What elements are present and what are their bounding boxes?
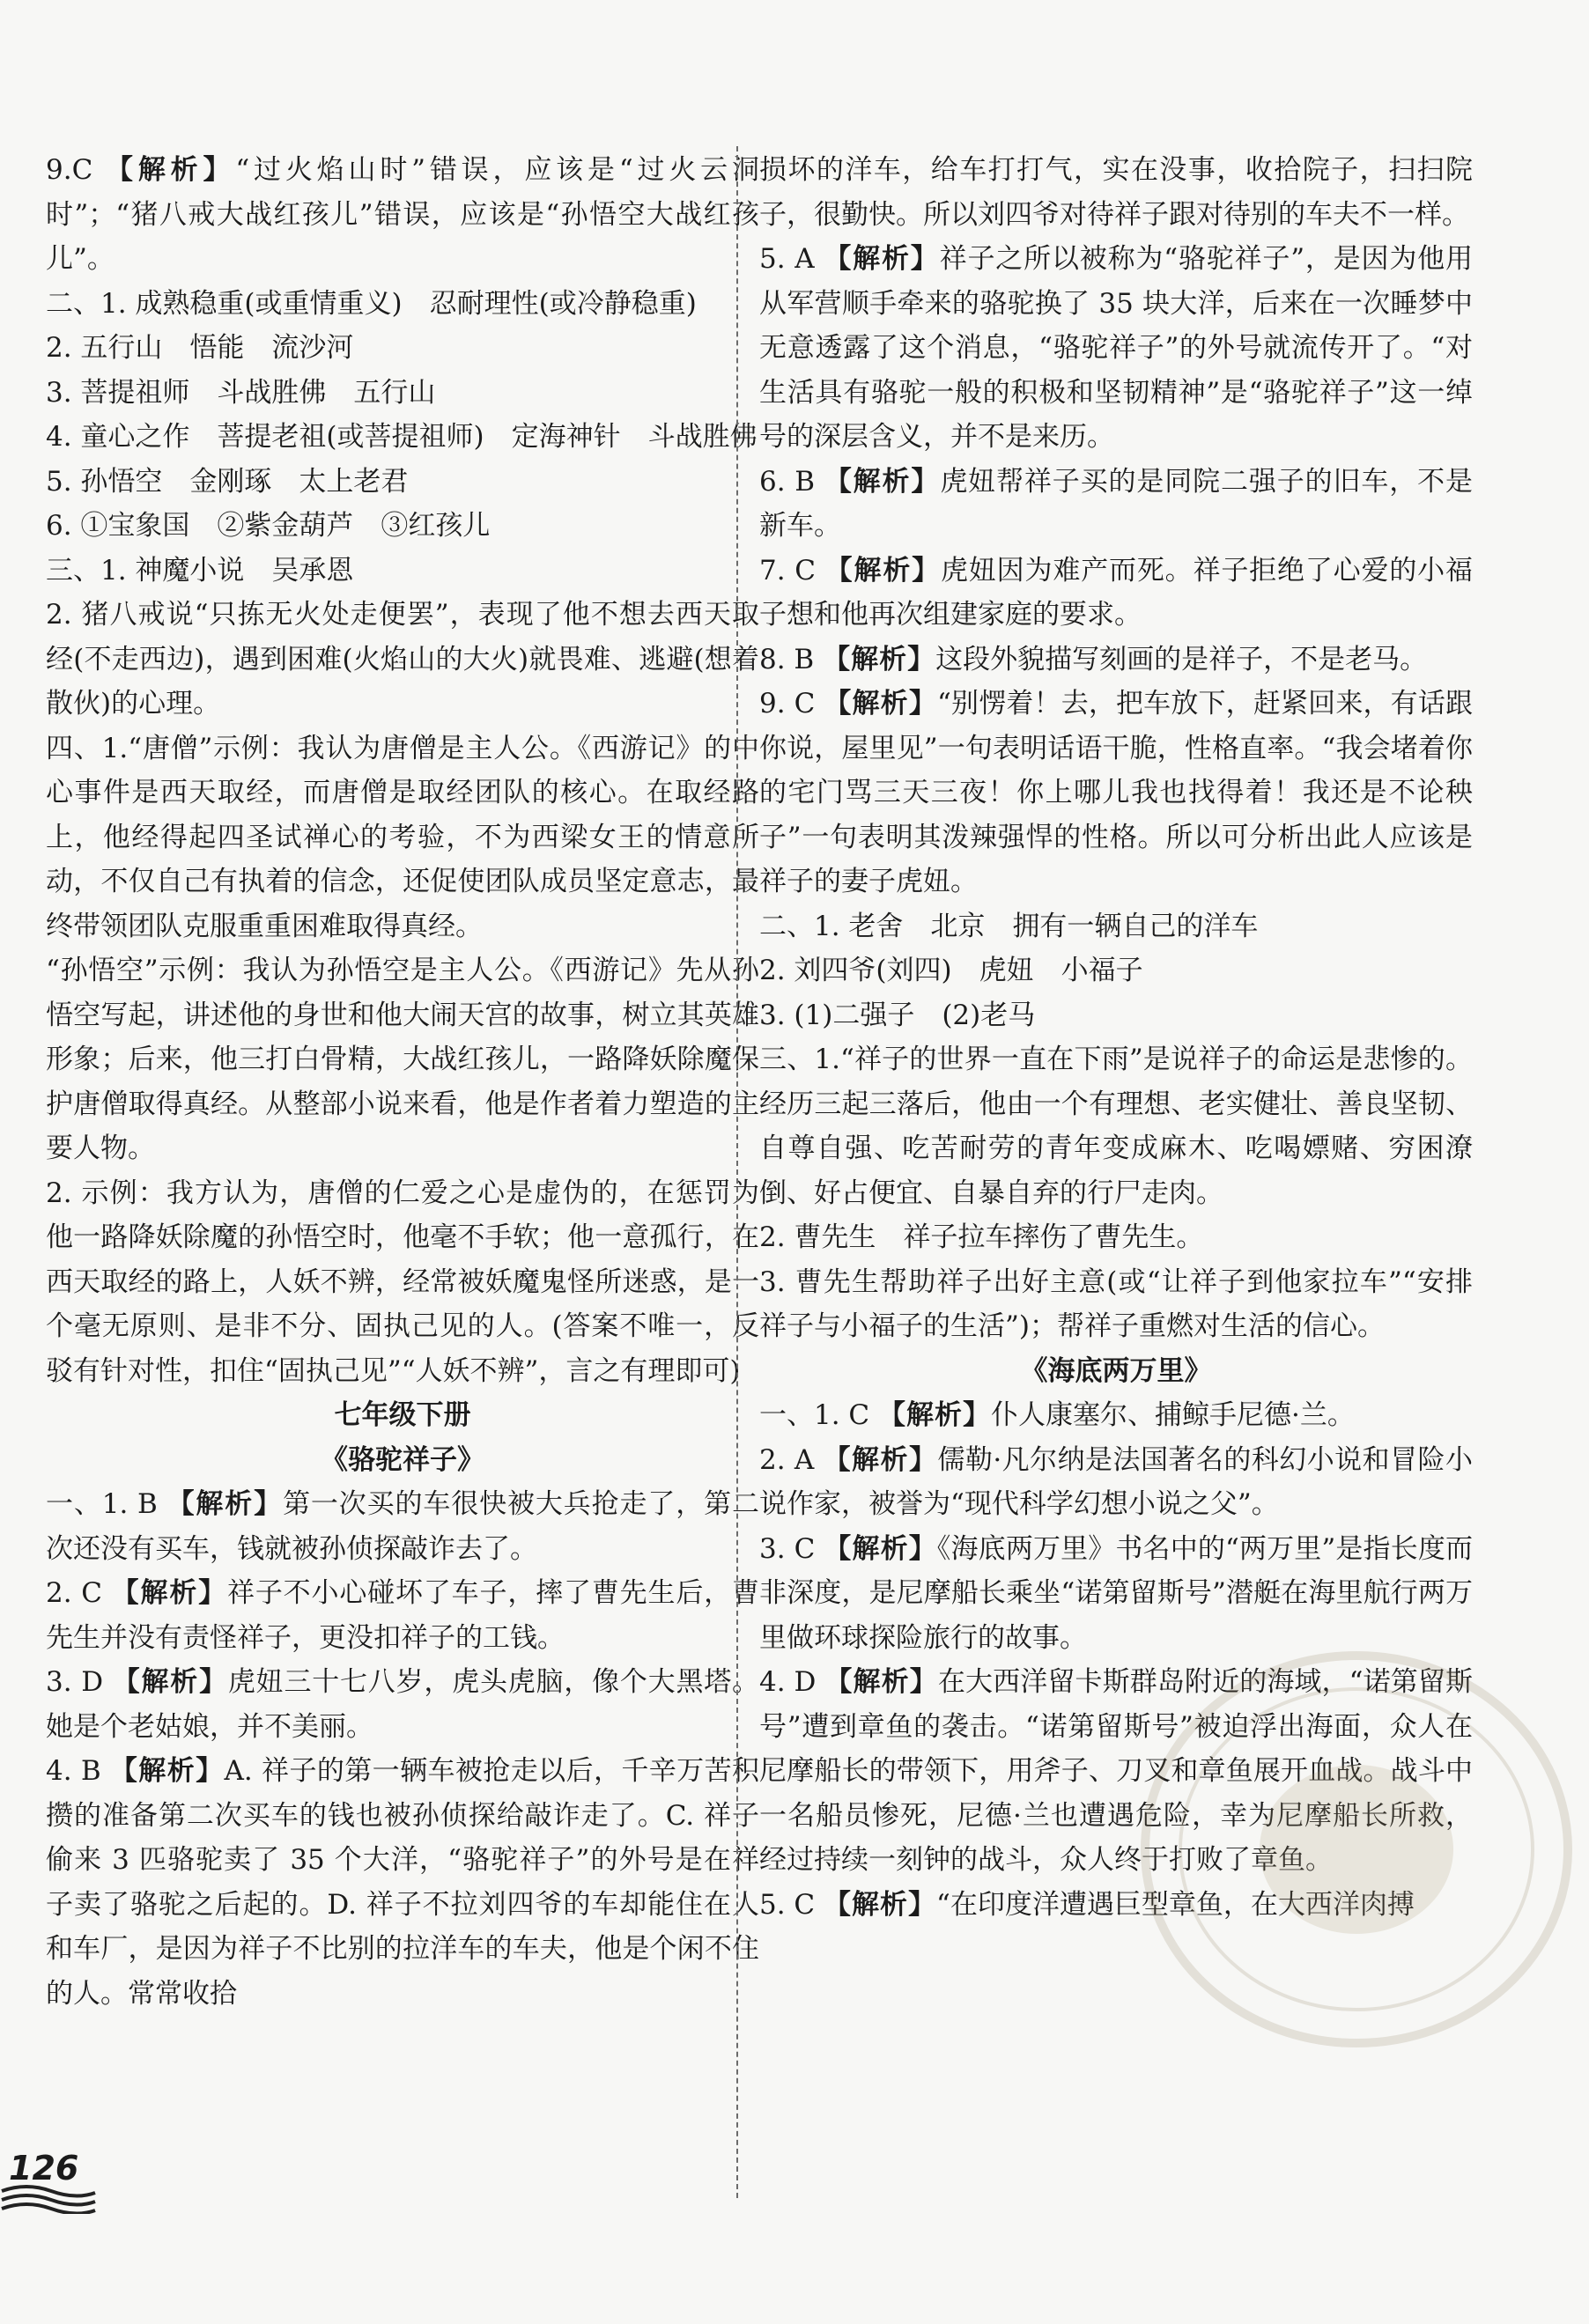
answer-number: 5. C bbox=[759, 1888, 824, 1921]
answer-number: 4. D bbox=[759, 1666, 825, 1698]
answer-line: 3. 菩提祖师 斗战胜佛 五行山 bbox=[46, 376, 436, 409]
analysis-tag: 【解析】 bbox=[824, 554, 942, 587]
analysis-tag: 【解析】 bbox=[823, 643, 936, 675]
answer-line: 3. (1)二强子 (2)老马 bbox=[759, 999, 1036, 1031]
answer-text: 虎妞因为难产而死。祥子拒绝了心爱的小福子想和他再次组建家庭的要求。 bbox=[759, 554, 1474, 631]
section-heading: 七年级下册 bbox=[334, 1399, 471, 1431]
analysis-tag: 【解析】 bbox=[824, 243, 940, 275]
section-heading: 《海底两万里》 bbox=[1020, 1354, 1212, 1387]
answer-text: 第一次买的车很快被大兵抢走了，第二次还没有买车，钱就被孙侦探敲诈去了。 bbox=[46, 1488, 760, 1565]
answer-number: 2. C bbox=[46, 1577, 112, 1609]
answer-item bbox=[759, 549, 1473, 638]
answer-line: 5. 孙悟空 金刚琢 太上老君 bbox=[46, 465, 409, 498]
answer-item bbox=[46, 1482, 759, 1571]
answer-line: 四、1.“唐僧”示例：我认为唐僧是主人公。《西游记》的中心事件是西天取经，而唐僧是取经团队的核心。在取经路上，他经得起四圣试禅心的考验，不为西梁女王的情意所动，不仅自己有执着的信念，还促使团队成员坚定意志，最终带领团队克服重重困难取得真经。 bbox=[46, 732, 759, 942]
answer-text: A. 祥子的第一辆车被抢走以后，千辛万苦积攒的准备第二次买车的钱也被孙侦探给敲诈走了。C. 祥子偷来 3 匹骆驼卖了 35 个大洋，“骆驼祥子”的外号是在祥子卖了骆驼之后起的。D. 祥子不拉刘四爷的车却能住在人和车厂，是因为祥子不比别的拉洋车的车夫，他是个闲不住的人。常常收拾 bbox=[46, 1755, 759, 2010]
answer-item bbox=[759, 237, 1473, 460]
answer-text: 祥子不小心碰坏了车子，摔了曹先生后，曹先生并没有责怪祥子，更没扣祥子的工钱。 bbox=[46, 1577, 760, 1654]
answer-number: 一、1. C bbox=[759, 1399, 879, 1431]
answer-number: 4. B bbox=[46, 1755, 110, 1787]
answer-line: 三、1.“祥子的世界一直在下雨”是说祥子的命运是悲惨的。经历三起三落后，他由一个有理想、老实健壮、善良坚韧、自尊自强、吃苦耐劳的青年变成麻木、吃喝嫖赌、穷困潦倒、好占便宜、自暴自弃的行尸走肉。 bbox=[759, 1044, 1473, 1209]
answer-item bbox=[46, 1571, 759, 1660]
answer-number: 9. C bbox=[759, 688, 824, 719]
wave-decoration-icon bbox=[0, 2184, 97, 2214]
answer-line: 二、1. 老舍 北京 拥有一辆自己的洋车 bbox=[759, 910, 1259, 942]
answer-line: 二、1. 成熟稳重(或重情重义) 忍耐理性(或冷静稳重) bbox=[46, 287, 697, 320]
answer-line: “孙悟空”示例：我认为孙悟空是主人公。《西游记》先从孙悟空写起，讲述他的身世和他大闹天宫的故事，树立其英雄形象；后来，他三打白骨精，大战红孩儿，一路降妖除魔保护唐僧取得真经。从整部小说来看，他是作者着力塑造的主要人物。 bbox=[46, 955, 759, 1164]
answer-number: 3. D bbox=[46, 1666, 113, 1698]
answer-line: 2. 五行山 悟能 流沙河 bbox=[46, 332, 354, 364]
answer-item bbox=[46, 1660, 759, 1749]
answer-number: 7. C bbox=[759, 554, 825, 587]
answer-text: 虎妞三十七八岁，虎头虎脑，像个大黑塔。她是个老姑娘，并不美丽。 bbox=[46, 1666, 760, 1743]
answer-line: 2. 示例：我方认为，唐僧的仁爱之心是虚伪的，在惩罚为他一路降妖除魔的孙悟空时，他毫不手软；他一意孤行，在西天取经的路上，人妖不辨，经常被妖魔鬼怪所迷惑，是一个毫无原则、是非不分、固执己见的人。(答案不唯一，反驳有针对性，扣住“固执己见”“人妖不辨”，言之有理即可) bbox=[46, 1177, 759, 1387]
answer-item bbox=[759, 638, 1473, 682]
answer-item bbox=[759, 1393, 1473, 1438]
answer-number: 5. A bbox=[759, 243, 824, 275]
left-column bbox=[46, 148, 759, 2016]
answer-line: 2. 刘四爷(刘四) 虎妞 小福子 bbox=[759, 955, 1143, 986]
answer-number: 6. B bbox=[759, 465, 824, 498]
column-divider bbox=[736, 146, 738, 2198]
answer-line: 2. 曹先生 祥子拉车摔伤了曹先生。 bbox=[759, 1221, 1204, 1253]
answer-text: “过火焰山时”错误，应该是“过火云洞时”；“猪八戒大战红孩儿”错误，应该是“孙悟空大战红孩儿”。 bbox=[46, 154, 759, 275]
answer-number: 2. A bbox=[759, 1443, 824, 1476]
answer-text: 仆人康塞尔、捕鲸手尼德·兰。 bbox=[991, 1399, 1355, 1431]
answer-text: 虎妞帮祥子买的是同院二强子的旧车，不是新车。 bbox=[759, 465, 1474, 542]
answer-line: 3. 曹先生帮助祥子出好主意(或“让祥子到他家拉车”“安排祥子与小福子的生活”)；帮祥子重燃对生活的信心。 bbox=[759, 1265, 1473, 1342]
answer-text: 祥子之所以被称为“骆驼祥子”，是因为他用从军营顺手牵来的骆驼换了 35 块大洋，后来在一次睡梦中无意透露了这个消息，“骆驼祥子”的外号就流传开了。“对生活具有骆驼一般的积极和坚韧精神”是“骆驼祥子”这一绰号的深层含义，并不是来历。 bbox=[759, 243, 1473, 453]
analysis-tag: 【解析】 bbox=[112, 1666, 228, 1698]
analysis-tag: 【解析】 bbox=[166, 1488, 284, 1520]
answer-item bbox=[46, 148, 759, 282]
answer-number: 9.C bbox=[46, 154, 106, 186]
analysis-tag: 【解析】 bbox=[824, 1532, 937, 1565]
analysis-tag: 【解析】 bbox=[111, 1577, 228, 1609]
seal-watermark-icon bbox=[1127, 1638, 1585, 2061]
answer-text: 这段外貌描写刻画的是祥子，不是老马。 bbox=[935, 643, 1428, 675]
analysis-tag: 【解析】 bbox=[824, 465, 941, 498]
page-number-badge bbox=[0, 2149, 115, 2219]
answer-number: 8. B bbox=[759, 643, 824, 675]
answer-line: 2. 猪八戒说“只拣无火处走便罢”，表现了他不想去西天取经(不走西边)，遇到困难(火焰山的大火)就畏难、逃避(想着散伙)的心理。 bbox=[46, 599, 759, 719]
analysis-tag: 【解析】 bbox=[105, 154, 236, 186]
answer-line: 6. ①宝象国 ②紫金葫芦 ③红孩儿 bbox=[46, 510, 491, 542]
analysis-tag: 【解析】 bbox=[824, 688, 938, 719]
answer-item bbox=[759, 460, 1473, 549]
answer-text: 儒勒·凡尔纳是法国著名的科幻小说和冒险小说作家，被誉为“现代科学幻想小说之父”。 bbox=[759, 1443, 1473, 1520]
answer-line: 损坏的洋车，给车打打气，实在没事，收拾院子，扫扫院子，很勤快。所以刘四爷对待祥子跟对待别的车夫不一样。 bbox=[759, 154, 1473, 231]
analysis-tag: 【解析】 bbox=[109, 1755, 225, 1787]
answer-item bbox=[46, 1749, 759, 2016]
answer-text: “别愣着！去，把车放下，赶紧回来，有话跟你说，屋里见”一句表明话语干脆，性格直率。“我会堵着你的宅门骂三天三夜！你上哪儿我也找得着！我还是不论秧子”一句表明其泼辣强悍的性格。所以可分析出此人应该是祥子的妻子虎妞。 bbox=[759, 688, 1473, 897]
section-heading: 《骆驼祥子》 bbox=[321, 1443, 484, 1476]
answer-text: 《海底两万里》书名中的“两万里”是指长度而非深度，是尼摩船长乘坐“诺第留斯号”潜艇在海里航行两万里做环球探险旅行的故事。 bbox=[759, 1532, 1473, 1654]
analysis-tag: 【解析】 bbox=[878, 1399, 992, 1431]
answer-item bbox=[759, 682, 1473, 904]
analysis-tag: 【解析】 bbox=[823, 1443, 938, 1476]
analysis-tag: 【解析】 bbox=[824, 1666, 938, 1698]
answer-number: 3. C bbox=[759, 1532, 824, 1565]
page-number: 126 bbox=[9, 2149, 79, 2188]
answer-text: 在大西洋留卡斯群岛附近的海域，“诺第留斯号”遭到章鱼的袭击。“诺第留斯号”被迫浮出海面，众人在尼摩船长的带领下，用斧子、刀叉和章鱼展开血战。战斗中一名船员惨死，尼德·兰也遭遇危险，幸为尼摩船长所救，经过持续一刻钟的战斗，众人终于打败了章鱼。 bbox=[759, 1666, 1474, 1876]
answer-text: “在印度洋遭遇巨型章鱼，在大西洋肉搏 bbox=[936, 1888, 1415, 1921]
analysis-tag: 【解析】 bbox=[824, 1888, 937, 1921]
answer-number: 一、1. B bbox=[46, 1488, 167, 1520]
answer-line: 三、1. 神魔小说 吴承恩 bbox=[46, 554, 354, 587]
answer-line: 4. 童心之作 菩提老祖(或菩提祖师) 定海神针 斗战胜佛 bbox=[46, 421, 758, 453]
answer-item bbox=[759, 1438, 1473, 1527]
